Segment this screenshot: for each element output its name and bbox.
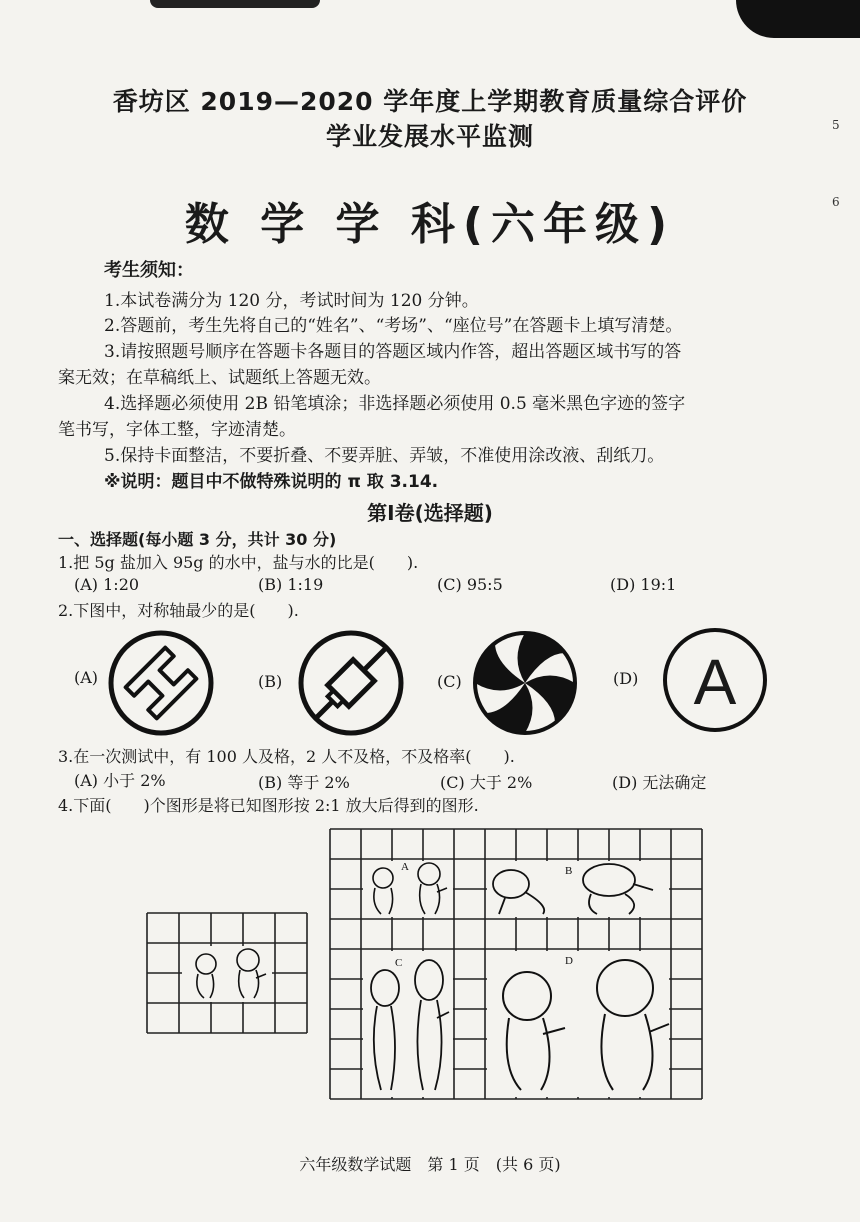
q1-option-d: (D) 19:1 <box>610 575 677 594</box>
grid-label-a: A <box>401 861 409 873</box>
question-4: 4.下面( )个图形是将已知图形按 2:1 放大后得到的图形. <box>58 796 479 815</box>
q2-option-a: (A) <box>74 668 99 687</box>
edge-mark: 5 <box>832 118 840 132</box>
page-footer: 六年级数学试题 第 1 页 (共 6 页) <box>299 1155 561 1174</box>
notice-item: 笔书写，字体工整，字迹清楚。 <box>58 420 296 440</box>
question-3: 3.在一次测试中，有 100 人及格，2 人不及格，不及格率( ). <box>58 747 515 766</box>
original-figure-grid <box>146 912 308 1034</box>
notice-item: 4.选择题必须使用 2B 铅笔填涂；非选择题必须使用 0.5 毫米黑色字迹的签字 <box>104 394 686 414</box>
notice-item: 5.保持卡面整洁，不要折叠、不要弄脏、弄皱，不准使用涂改液、刮纸刀。 <box>104 446 665 466</box>
question-2: 2.下图中，对称轴最少的是( ). <box>58 601 299 620</box>
notice-title: 考生须知： <box>104 260 194 281</box>
q2-option-b: (B) <box>258 672 283 691</box>
q2-option-c: (C) <box>437 672 462 691</box>
exam-header-line2: 学业发展水平监测 <box>325 122 534 151</box>
grid-label-d: D <box>565 955 573 967</box>
enlarged-figures-grid <box>329 828 703 1100</box>
subject-title: 数 学 学 科(六年级) <box>184 199 676 250</box>
grid-label-c: C <box>395 957 403 969</box>
q3-option-d: (D) 无法确定 <box>612 773 707 792</box>
q3-option-b: (B) 等于 2% <box>258 773 350 792</box>
q3-option-c: (C) 大于 2% <box>440 773 533 792</box>
part-title: 一、选择题(每小题 3 分，共计 30 分) <box>58 530 337 549</box>
figure-d-letter-circle <box>663 628 767 732</box>
figure-a-i-beam <box>106 628 216 738</box>
section-title: 第Ⅰ卷(选择题) <box>367 501 493 525</box>
q2-option-d: (D) <box>613 669 639 688</box>
notice-item: 2.答题前，考生先将自己的“姓名”、“考场”、“座位号”在答题卡上填写清楚。 <box>104 316 683 336</box>
question-1: 1.把 5g 盐加入 95g 的水中，盐与水的比是( ). <box>58 553 419 572</box>
q3-option-a: (A) 小于 2% <box>74 771 166 790</box>
figure-c-swirl <box>470 628 580 738</box>
notice-item: 1.本试卷满分为 120 分，考试时间为 120 分钟。 <box>104 291 479 311</box>
notice-item: 案无效；在草稿纸上、试题纸上答题无效。 <box>58 368 381 388</box>
scan-shadow <box>736 0 860 38</box>
scan-shadow <box>150 0 320 8</box>
q1-option-c: (C) 95:5 <box>437 575 503 594</box>
figure-b-slashed-block <box>296 628 406 738</box>
edge-mark: 6 <box>832 195 840 209</box>
pi-note: ※说明：题目中不做特殊说明的 π 取 3.14. <box>104 472 439 492</box>
notice-item: 3.请按照题号顺序在答题卡各题目的答题区域内作答，超出答题区域书写的答 <box>104 342 682 362</box>
exam-header-line1: 香坊区 2019—2020 学年度上学期教育质量综合评价 <box>112 87 748 116</box>
q1-option-b: (B) 1:19 <box>258 575 324 594</box>
grid-label-b: B <box>565 865 573 877</box>
figure-d-letter: A <box>693 646 737 718</box>
q1-option-a: (A) 1:20 <box>74 575 140 594</box>
